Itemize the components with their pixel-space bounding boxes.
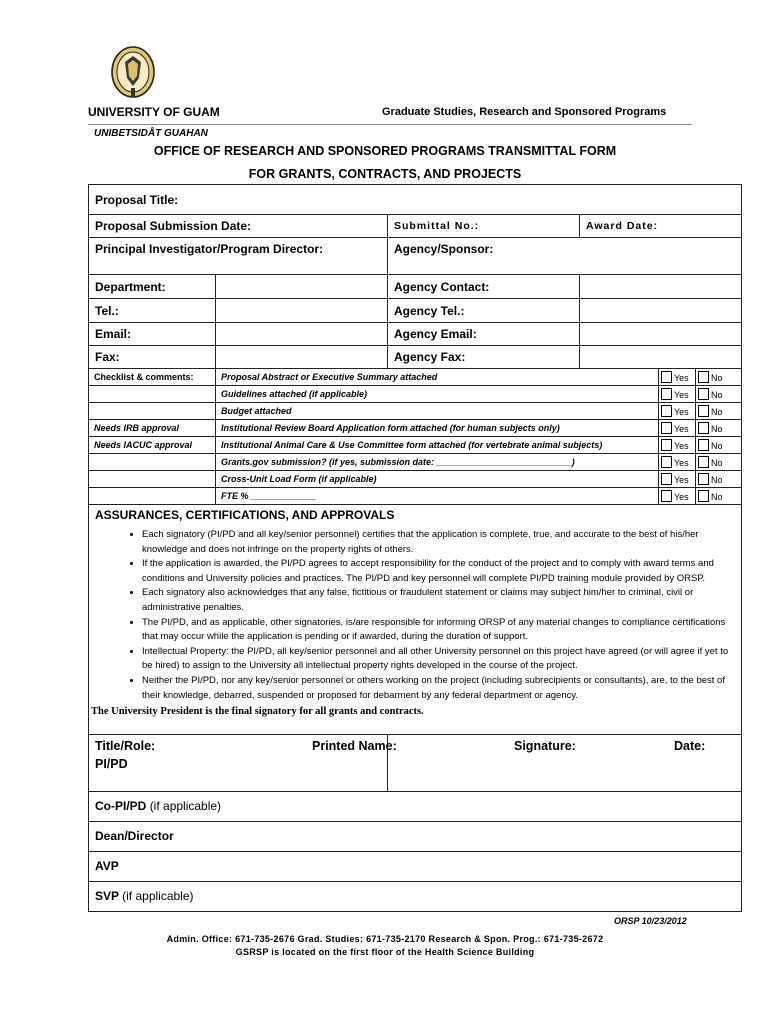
- co-pi-note: (if applicable): [149, 799, 222, 813]
- assurance-item: • Each signatory (PI/PD and all key/senior personnel) certifies that the application is complete, true, and accurate to the best of his/her knowledge and does not infringe on the property rights of others.: [142, 528, 731, 557]
- assurances-heading: ASSURANCES, CERTIFICATIONS, AND APPROVALS: [89, 505, 742, 525]
- checklist-left-empty: [89, 454, 216, 471]
- department-label: Department:: [89, 275, 216, 299]
- checklist-caption: Checklist & comments:: [89, 369, 216, 386]
- co-pi-label: Co-PI/PD: [95, 799, 147, 813]
- assurance-item: • The PI/PD, and as applicable, other signatories, is/are responsible for informing ORSP of any material changes to compliance certifications that may occur while the application is pending or if awarded, during the duration of support.: [142, 616, 731, 645]
- dean-label: Dean/Director: [95, 829, 174, 843]
- submittal-no-field[interactable]: Submittal No.:: [388, 215, 580, 238]
- university-name: UNIVERSITY OF GUAM: [88, 105, 220, 119]
- checklist-item-cross-unit: Cross-Unit Load Form (if applicable): [216, 471, 659, 488]
- co-pi-signature-row[interactable]: [89, 791, 742, 821]
- date-label: Date:: [674, 738, 706, 753]
- fax-input[interactable]: [216, 346, 388, 369]
- checkbox-icon: [698, 388, 709, 400]
- checkbox-icon: [698, 371, 709, 383]
- guidelines-no-checkbox[interactable]: No: [696, 386, 742, 403]
- guidelines-yes-checkbox[interactable]: Yes: [659, 386, 696, 403]
- fte-yes-checkbox[interactable]: Yes: [659, 488, 696, 505]
- agency-tel-input[interactable]: [580, 299, 742, 323]
- checklist-item-grants-gov: Grants.gov submission? (if yes, submission date: ___________________________): [216, 454, 659, 471]
- iacuc-approval-label: Needs IACUC approval: [89, 437, 216, 454]
- checkbox-icon: [661, 473, 672, 485]
- assurances-list: [89, 524, 742, 734]
- footer-location: GSRSP is located on the first floor of the Health Science Building: [235, 947, 535, 957]
- dean-signature-row[interactable]: [89, 821, 742, 851]
- transmittal-form-table: [88, 184, 742, 912]
- agency-contact-label: Agency Contact:: [388, 275, 580, 299]
- email-input[interactable]: [216, 323, 388, 346]
- form-title: OFFICE OF RESEARCH AND SPONSORED PROGRAMS TRANSMITTAL FORM: [153, 144, 617, 158]
- grants-gov-no-checkbox[interactable]: No: [696, 454, 742, 471]
- checkbox-icon: [661, 439, 672, 451]
- checklist-item-abstract: Proposal Abstract or Executive Summary attached: [216, 369, 659, 386]
- agency-fax-label: Agency Fax:: [388, 346, 580, 369]
- pi-field[interactable]: Principal Investigator/Program Director:: [89, 238, 388, 275]
- submission-date-field[interactable]: Proposal Submission Date:: [89, 215, 388, 238]
- tel-label: Tel.:: [89, 299, 216, 323]
- budget-yes-checkbox[interactable]: Yes: [659, 403, 696, 420]
- university-seal-icon: [110, 44, 156, 102]
- checkbox-icon: [698, 473, 709, 485]
- irb-approval-label: Needs IRB approval: [89, 420, 216, 437]
- agency-contact-input[interactable]: [580, 275, 742, 299]
- university-name-chamorro: UNIBETSIDÅT GUAHAN: [94, 128, 208, 139]
- svp-label: SVP: [95, 889, 119, 903]
- budget-no-checkbox[interactable]: No: [696, 403, 742, 420]
- checklist-left-empty: [89, 386, 216, 403]
- checkbox-icon: [661, 422, 672, 434]
- checkbox-icon: [698, 439, 709, 451]
- form-subtitle: FOR GRANTS, CONTRACTS, AND PROJECTS: [248, 167, 522, 181]
- iacuc-no-checkbox[interactable]: No: [696, 437, 742, 454]
- checklist-item-fte: FTE % _____________: [216, 488, 659, 505]
- avp-label: AVP: [95, 859, 119, 873]
- assurance-item: • If the application is awarded, the PI/PD agrees to accept responsibility for the conduct of the project and to comply with award terms and conditions and University policies and practices. The PI/PD and key personnel will complete PI/PD training module provided by ORSP.: [142, 557, 731, 586]
- checkbox-icon: [661, 405, 672, 417]
- pi-pd-role: PI/PD: [95, 756, 128, 771]
- checkbox-icon: [698, 490, 709, 502]
- sig-header-columns: [312, 734, 742, 791]
- checkbox-icon: [661, 456, 672, 468]
- assurance-item: • Intellectual Property: the PI/PD, all key/senior personnel and all other University personnel on this project have agreed (or will agree if yet to be hired) to assign to the University all intellectual property rights developed in the course of the project.: [142, 645, 731, 674]
- checklist-item-guidelines: Guidelines attached (if applicable): [216, 386, 659, 403]
- grants-gov-yes-checkbox[interactable]: Yes: [659, 454, 696, 471]
- agency-sponsor-field[interactable]: Agency/Sponsor:: [388, 238, 742, 275]
- checkbox-icon: [661, 490, 672, 502]
- cross-unit-no-checkbox[interactable]: No: [696, 471, 742, 488]
- footer-phones: Admin. Office: 671-735-2676 Grad. Studies: 671-735-2170 Research & Spon. Prog.: 671-735-2672: [166, 934, 604, 944]
- tel-input[interactable]: [216, 299, 388, 323]
- agency-email-label: Agency Email:: [388, 323, 580, 346]
- fax-label: Fax:: [89, 346, 216, 369]
- agency-fax-input[interactable]: [580, 346, 742, 369]
- form-revision: ORSP 10/23/2012: [614, 916, 687, 926]
- email-label: Email:: [89, 323, 216, 346]
- division-name: Graduate Studies, Research and Sponsored Programs: [382, 106, 667, 118]
- header-divider: [88, 124, 692, 125]
- irb-no-checkbox[interactable]: No: [696, 420, 742, 437]
- assurance-item: • Each signatory also acknowledges that any false, fictitious or fraudulent statement or claims may subject him/her to criminal, civil or administrative penalties.: [142, 586, 731, 615]
- avp-signature-row[interactable]: [89, 851, 742, 881]
- president-signatory-note: The University President is the final signatory for all grants and contracts.: [91, 706, 424, 718]
- iacuc-yes-checkbox[interactable]: Yes: [659, 437, 696, 454]
- abstract-no-checkbox[interactable]: No: [696, 369, 742, 386]
- agency-tel-label: Agency Tel.:: [388, 299, 580, 323]
- checkbox-icon: [661, 388, 672, 400]
- checklist-item-budget: Budget attached: [216, 403, 659, 420]
- checkbox-icon: [661, 371, 672, 383]
- checkbox-icon: [698, 456, 709, 468]
- signature-label: Signature:: [514, 738, 576, 753]
- cross-unit-yes-checkbox[interactable]: Yes: [659, 471, 696, 488]
- svp-note: (if applicable): [122, 889, 194, 903]
- checkbox-icon: [698, 422, 709, 434]
- title-role-label: Title/Role:: [95, 738, 156, 753]
- award-date-field[interactable]: Award Date:: [580, 215, 742, 238]
- checkbox-icon: [698, 405, 709, 417]
- fte-no-checkbox[interactable]: No: [696, 488, 742, 505]
- department-input[interactable]: [216, 275, 388, 299]
- agency-email-input[interactable]: [580, 323, 742, 346]
- printed-name-label: Printed Name:: [312, 738, 397, 753]
- checklist-left-empty: [89, 488, 216, 505]
- checklist-left-empty: [89, 403, 216, 420]
- proposal-title-field[interactable]: Proposal Title:: [89, 185, 742, 215]
- irb-yes-checkbox[interactable]: Yes: [659, 420, 696, 437]
- checklist-item-iacuc: Institutional Animal Care & Use Committee form attached (for vertebrate animal subjects): [216, 437, 659, 454]
- assurance-item: • Neither the PI/PD, nor any key/senior personnel or others working on the project (including subrecipients or consultants), are, to the best of their knowledge, debarred, suspended or proposed for debarment by any federal department or agency.: [142, 674, 731, 703]
- svp-signature-row[interactable]: [89, 881, 742, 911]
- checklist-left-empty: [89, 471, 216, 488]
- checklist-item-irb: Institutional Review Board Application form attached (for human subjects only): [216, 420, 659, 437]
- abstract-yes-checkbox[interactable]: Yes: [659, 369, 696, 386]
